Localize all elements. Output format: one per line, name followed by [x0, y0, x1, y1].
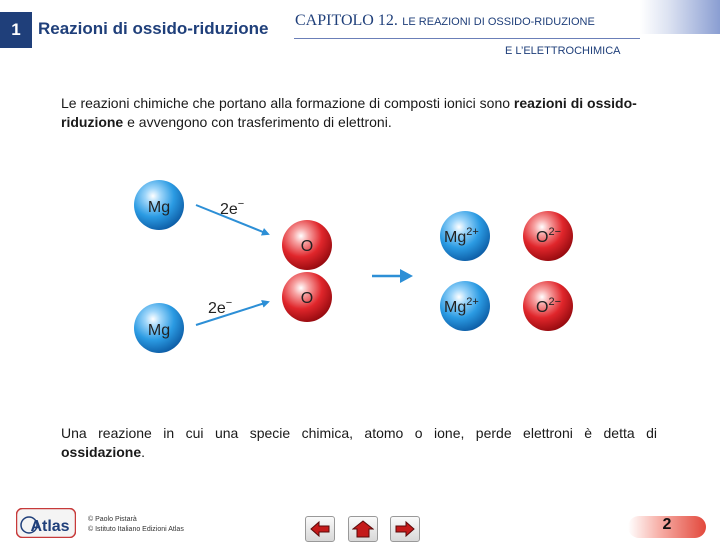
credit-line-author: © Paolo Pistarà	[88, 516, 137, 523]
intro-text-end: e avvengono con trasferimento di elettroni.	[123, 114, 392, 130]
page-number: 2	[662, 516, 672, 533]
arrow-left-icon	[309, 519, 331, 539]
mg-atom-top-label: Mg	[147, 199, 171, 216]
o-ion-top-label: $O^{2-}$	[536, 226, 561, 246]
oxidation-paragraph	[61, 424, 657, 462]
home-button[interactable]	[348, 516, 378, 542]
home-icon	[352, 519, 374, 539]
mg-ion-top-label: $Mg^{2+}$	[444, 226, 479, 246]
oxidation-text-last-line	[61, 443, 657, 462]
arrow-right-icon	[394, 519, 416, 539]
page-number-badge	[628, 516, 706, 538]
mg-ion-bottom-label: $Mg^{2+}$	[444, 296, 479, 316]
o-ion-top	[523, 211, 573, 261]
oxidation-text-end: .	[141, 444, 146, 460]
mg-ion-bottom	[440, 281, 490, 331]
o-atom-top-label: O	[300, 238, 314, 255]
mg-ion-top	[440, 211, 490, 261]
reaction-arrow-icon	[372, 269, 413, 283]
chapter-title-line1: LE REAZIONI DI OSSIDO-RIDUZIONE	[402, 16, 595, 28]
prev-slide-button[interactable]	[305, 516, 335, 542]
o-atom-top	[282, 220, 332, 270]
section-title: Reazioni di ossido-riduzione	[38, 19, 269, 38]
o-atom-bottom	[282, 272, 332, 322]
o-ion-bottom	[523, 281, 573, 331]
oxidation-text: Una reazione in cui una specie chimica, atomo o ione, perde elettroni è detta di	[61, 425, 657, 441]
o-ion-bottom-label: $O^{2-}$	[536, 296, 561, 316]
atlas-logo-text: Atlas	[30, 518, 70, 535]
chapter-title-line2: E L’ELETTROCHIMICA	[505, 45, 621, 57]
electron-label-top: 2e−	[220, 198, 245, 218]
credits	[88, 515, 184, 535]
credit-line-publisher: © Istituto Italiano Edizioni Atlas	[88, 526, 184, 533]
electron-label-bottom: 2e−	[208, 297, 233, 317]
next-slide-button[interactable]	[390, 516, 420, 542]
intro-bold-term: reazioni di ossido-riduzione	[61, 95, 637, 130]
mg-atom-bottom	[134, 303, 184, 353]
chapter-label: CAPITOLO 12.	[295, 12, 398, 29]
intro-text: Le reazioni chimiche che portano alla formazione di composti ionici sono	[61, 95, 514, 111]
mg-atom-top	[134, 180, 184, 230]
o-atom-bottom-label: O	[300, 290, 314, 307]
mg-atom-bottom-label: Mg	[147, 322, 171, 339]
atlas-logo	[16, 508, 76, 538]
section-number-badge: 1	[0, 12, 32, 48]
oxidation-bold-term: ossidazione	[61, 444, 142, 460]
